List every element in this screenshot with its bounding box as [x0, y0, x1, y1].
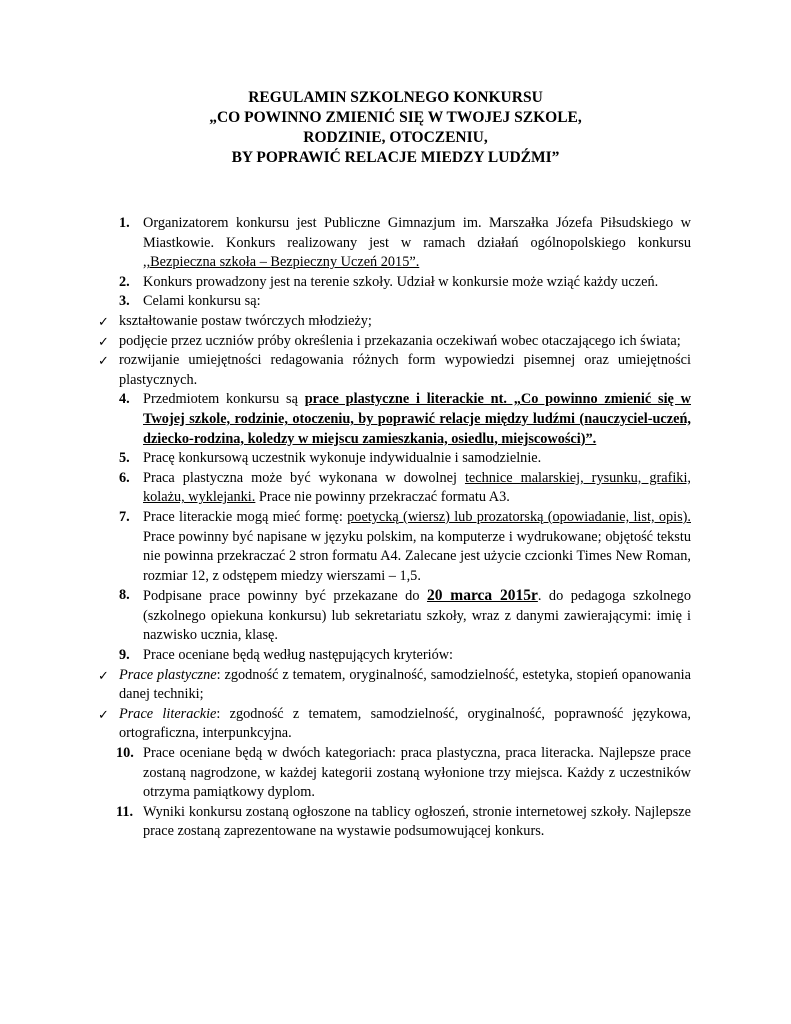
item-number: 5.: [119, 450, 130, 467]
item-number: 3.: [119, 293, 130, 310]
item-number: 9.: [119, 647, 130, 664]
item-text: Prace oceniane będą według następujących kryteriów:: [143, 647, 454, 664]
criteria-item: [0, 705, 691, 744]
criteria-label: Prace plastyczne: [119, 666, 217, 683]
title-line-1: REGULAMIN SZKOLNEGO KONKURSU: [248, 89, 543, 106]
art-techniques: technice malarskiej, rysunku, grafiki, kolażu, wyklejanki.: [143, 469, 692, 506]
item-6: [0, 469, 691, 508]
regulations-list: [0, 214, 791, 842]
item-text-tail: Prace powinny być napisane w języku polskim, na komputerze i wydrukowane; objętość tekstu nie powinna przekraczać 2 stron formatu A4. Zalecane jest użycie czcionki Times New Roman, rozmiar 12, z odstępem miedzy wierszami – 1,5.: [143, 528, 691, 584]
title-line-2: „CO POWINNO ZMIENIĆ SIĘ W TWOJEJ SZKOLE,: [209, 109, 582, 126]
item-text: Wyniki konkursu zostaną ogłoszone na tablicy ogłoszeń, stronie internetowej szkoły. Najlepsze prace zostaną zaprezentowane na wystawie podsumowującej konkurs.: [143, 803, 691, 840]
item-1: [0, 214, 691, 273]
item-number: 8.: [119, 587, 130, 604]
item-2: [0, 273, 691, 293]
item-11: [0, 803, 691, 842]
item-7: [0, 508, 691, 586]
item-number: 4.: [119, 391, 130, 408]
item-number: 1.: [119, 215, 130, 231]
item-text: Organizatorem konkursu jest Publiczne Gimnazjum im. Marszałka Józefa Piłsudskiego w Miastkowie. Konkurs realizowany jest w ramach działań ogólnopolskiego konkursu: [143, 215, 691, 251]
item-number: 7.: [119, 508, 130, 525]
title-line-3: RODZINIE, OTOCZENIU,: [303, 129, 488, 146]
item-number: 2.: [119, 273, 130, 290]
check-icon: ✓: [98, 353, 109, 369]
item-text: Celami konkursu są:: [143, 293, 261, 310]
item-text: Prace literackie mogą mieć formę:: [143, 508, 348, 525]
item-text: Konkurs prowadzony jest na terenie szkoły. Udział w konkursie może wziąć każdy uczeń.: [143, 273, 659, 290]
check-icon: ✓: [98, 313, 109, 329]
item-number: 6.: [119, 469, 130, 486]
goal-text: kształtowanie postaw twórczych młodzieży;: [119, 312, 372, 329]
item-5: [0, 449, 691, 469]
item-8: [0, 586, 691, 646]
item-10: [0, 744, 691, 803]
item-text-tail: Prace nie powinny przekraczać formatu A3.: [255, 489, 510, 506]
item-3: [0, 292, 691, 312]
item-text: Podpisane prace powinny być przekazane do: [143, 588, 427, 605]
title-line-4: BY POPRAWIĆ RELACJE MIEDZY LUDŹMI”: [231, 149, 560, 166]
literary-forms: poetycką (wiersz) lub prozatorską (opowiadanie, list, opis).: [347, 508, 691, 525]
contest-topic: prace plastyczne i literackie nt. „Co powinno zmienić się w Twojej szkole, rodzinie, otoczeniu, by poprawić relacje między ludźmi (nauczyciel-uczeń, dziecko-rodzina, koledzy w miejscu zamieszkania, osiedlu, miejscowości)”.: [143, 391, 691, 447]
deadline-date: 20 marca 2015r: [426, 587, 538, 605]
document-title: [0, 88, 791, 168]
goal-text: podjęcie przez uczniów próby określenia i przekazania oczekiwań wobec otaczającego ich świata;: [119, 332, 681, 349]
item-text-tail: . do pedagoga szkolnego (szkolnego opiekuna konkursu) lub sekretariatu szkoły, wraz z danymi zawierającymi: imię i nazwisko ucznia, klasę.: [143, 588, 691, 644]
criteria-item: [0, 666, 691, 705]
check-icon: ✓: [98, 333, 109, 349]
goal-item: [0, 312, 691, 332]
check-icon: ✓: [98, 667, 109, 683]
item-text: Pracę konkursową uczestnik wykonuje indywidualnie i samodzielnie.: [143, 450, 542, 467]
criteria-label: Prace literackie: [119, 705, 217, 722]
item-text: Przedmiotem konkursu są: [143, 391, 305, 408]
check-icon: ✓: [98, 706, 109, 722]
criteria-text: : zgodność z tematem, oryginalność, samodzielność, estetyka, stopień opanowania danej techniki;: [119, 666, 691, 703]
item-number: 10.: [116, 745, 134, 762]
item-text: Prace oceniane będą w dwóch kategoriach: praca plastyczna, praca literacka. Najlepsze prace zostaną nagrodzone, w każdej kategorii zostaną wyłonione trzy miejsca. Każdy z uczestników otrzyma pamiątkowy dyplom.: [143, 745, 691, 801]
item-9: [0, 646, 691, 666]
goal-item: [0, 332, 691, 352]
criteria-text: : zgodność z tematem, samodzielność, oryginalność, poprawność językowa, ortograficzna, interpunkcyjna.: [119, 705, 691, 742]
goal-text: rozwijanie umiejętności redagowania różnych form wypowiedzi pisemnej oraz umiejętności plastycznych.: [119, 352, 691, 388]
contest-name: ,,Bezpieczna szkoła – Bezpieczny Uczeń 2015”.: [143, 254, 420, 271]
item-text: Praca plastyczna może być wykonana w dowolnej: [143, 469, 465, 486]
item-4: [0, 390, 691, 449]
goal-item: [0, 351, 691, 390]
item-number: 11.: [116, 803, 134, 820]
